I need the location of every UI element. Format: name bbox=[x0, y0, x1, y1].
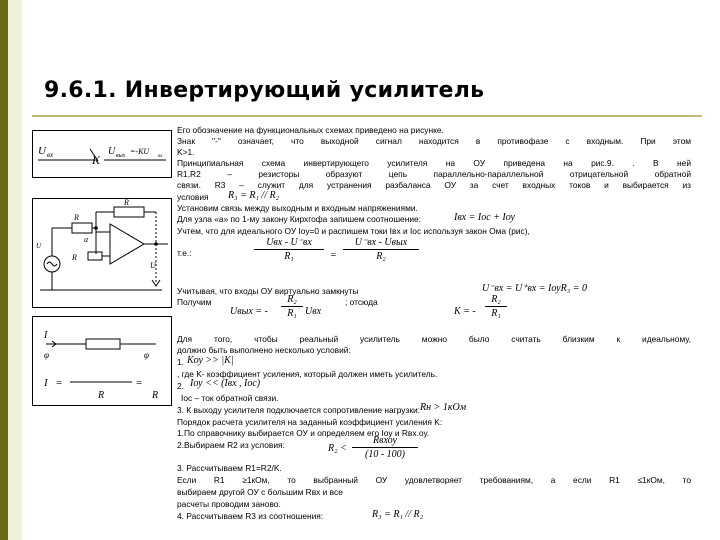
formula-r3-final: R₃ = R₁ // R₂ bbox=[372, 509, 424, 520]
text-line-17: , где K- коэффициент усиления, который должен иметь усилитель. bbox=[177, 369, 438, 379]
ohm-left-den: R₁ bbox=[284, 251, 294, 262]
text-line-12: Учитывая, что входы ОУ виртуально замкнуты bbox=[177, 286, 359, 296]
fig2-uin-label: U bbox=[36, 242, 42, 250]
uout-frac-num: R₂ bbox=[287, 294, 297, 305]
text-line-21: Порядок расчета усилителя на заданный коэффициент усиления K: bbox=[177, 417, 443, 427]
fig3-phi2: φ bbox=[144, 350, 149, 360]
left-accent-band bbox=[8, 0, 22, 540]
formula-uout-rhs: Uвх bbox=[305, 306, 322, 317]
fig3-r: R bbox=[98, 390, 105, 401]
figure-ohm-law bbox=[32, 316, 172, 406]
formula-ohm-right bbox=[343, 237, 419, 262]
title-rule bbox=[32, 115, 702, 117]
text-line-20: 3. К выходу усилителя подключается сопротивление нагрузки: bbox=[177, 405, 420, 415]
formula-ohm-left bbox=[254, 237, 324, 262]
page-title: 9.6.1. Инвертирующий усилитель bbox=[44, 78, 485, 103]
formula-ohm-eq: = bbox=[330, 250, 337, 261]
formula-r3-condition: R₃ = R₁ // R₂ bbox=[228, 190, 280, 201]
fig3-eq2: = bbox=[136, 377, 143, 389]
fig1-uout-label: U bbox=[108, 146, 116, 157]
fig2-r3-label: R bbox=[72, 253, 77, 262]
text-line-23: 2.Выбираем R2 из условия: bbox=[177, 440, 285, 450]
r2-frac-num: Rвхоу bbox=[373, 435, 397, 446]
figure-inverting-circuit bbox=[32, 198, 172, 308]
formula-load: Rн > 1кОм bbox=[420, 402, 467, 413]
fig1-uout-tail-sub: вх bbox=[158, 154, 163, 159]
text-line-18: 2. bbox=[177, 381, 184, 391]
fig2-node-a: a bbox=[84, 235, 88, 244]
text-line-13b: ; отсюда bbox=[345, 297, 378, 307]
text-line-7: условия bbox=[177, 192, 209, 202]
text-line-25: Если R1 ≥1кОм, то выбранный ОУ удовлетворяет требованиям, а если R1 ≤1кОм, то bbox=[177, 475, 691, 485]
text-line-1: Его обозначение на функциональных схемах приведено на рисунке. bbox=[177, 125, 444, 135]
fig1-k-label: K bbox=[92, 153, 101, 167]
text-line-28: 4. Рассчитываем R3 из соотношения: bbox=[177, 511, 324, 521]
text-line-14: Для того, чтобы реальный усилитель можно было считать близким к идеальному, bbox=[177, 334, 691, 344]
r2-frac-den: (10 - 100) bbox=[365, 449, 405, 460]
k-frac-den: R₁ bbox=[491, 308, 501, 319]
ohm-right-den: R₂ bbox=[376, 251, 386, 262]
text-line-6: связи. R3 – служит для устранения разбаланса ОУ за счет входных токов и выбирается из bbox=[177, 180, 691, 190]
formula-r2-frac bbox=[352, 435, 418, 460]
figure-amplifier-symbol bbox=[32, 130, 172, 178]
text-line-8: Установим связь между выходным и входным напряжениями. bbox=[177, 203, 418, 213]
text-line-2: Знак "-" означает, что выходной сигнал находится в противофазе с входным. При этом bbox=[177, 136, 691, 146]
left-accent-bar bbox=[0, 0, 8, 540]
text-line-26: выбираем другой ОУ с большим Rвх и все bbox=[177, 487, 343, 497]
text-line-27: расчеты проводим заново. bbox=[177, 499, 281, 509]
formula-k-lhs: K = - bbox=[454, 306, 476, 317]
fig2-uout-label: U bbox=[150, 261, 156, 270]
formula-virtual-short: U⁻вх = U⁺вх = IоуR₃ = 0 bbox=[482, 283, 587, 294]
text-line-5: R1,R2 – резисторы образуют цепь параллельно-параллельной отрицательной обратной bbox=[177, 169, 691, 179]
text-line-11: т.е.: bbox=[177, 248, 192, 258]
formula-r2-lhs: R₂ < bbox=[328, 443, 347, 454]
fig2-r1-label: R bbox=[74, 213, 79, 222]
text-line-10: Учтем, что для идеального ОУ Iоу=0 и распишем токи Iвх и Iос используя закон Ома (рис), bbox=[177, 226, 530, 236]
formula-uout-lhs: Uвых = - bbox=[230, 306, 268, 317]
text-line-19: Iос – ток обратной связи. bbox=[181, 393, 279, 403]
text-line-16: 1. bbox=[177, 357, 184, 367]
formula-condition-1: Kоу >> |K| bbox=[187, 355, 234, 366]
text-line-3: K>1. bbox=[177, 147, 195, 157]
fig1-uout-tail: =-KU bbox=[130, 147, 150, 156]
fig1-uout-sub: вых bbox=[116, 153, 126, 159]
fig3-r2: R bbox=[152, 390, 159, 401]
text-line-22: 1.По справочнику выбирается ОУ и определяем его Iоу и Rвх.оу. bbox=[177, 428, 430, 438]
formula-kirchhoff: Iвх = Iос + Iоу bbox=[454, 212, 515, 223]
formula-uout-frac bbox=[281, 294, 303, 319]
text-line-15: должно быть выполнено несколько условий: bbox=[177, 345, 351, 355]
text-line-4: Принципиальная схема инвертирующего усилителя на ОУ приведена на рис.9. . В ней bbox=[177, 158, 691, 168]
text-line-13: Получим bbox=[177, 297, 212, 307]
text-line-9: Для узла «a» по 1-му закону Кирхгофа запишем соотношение: bbox=[177, 214, 421, 224]
formula-k-frac bbox=[485, 294, 507, 319]
k-frac-num: R₂ bbox=[491, 294, 501, 305]
fig3-i-top: I bbox=[44, 330, 48, 341]
ohm-right-num: U⁻вх - Uвых bbox=[354, 237, 408, 248]
fig3-i-bottom: I bbox=[44, 377, 48, 389]
uout-frac-den: R₁ bbox=[287, 308, 297, 319]
fig2-r2-label: R bbox=[124, 198, 129, 207]
ohm-left-num: Uвх - U⁻вх bbox=[266, 237, 312, 248]
formula-condition-2: Iоу << (Iвх , Iос) bbox=[190, 378, 261, 389]
fig1-uin-sub: вх bbox=[47, 151, 54, 159]
fig1-uin-label: U bbox=[38, 145, 46, 157]
text-line-24: 3. Рассчитываем R1=R2/K. bbox=[177, 463, 282, 473]
fig3-phi1: φ bbox=[44, 350, 49, 360]
fig3-eq: = bbox=[56, 377, 63, 389]
